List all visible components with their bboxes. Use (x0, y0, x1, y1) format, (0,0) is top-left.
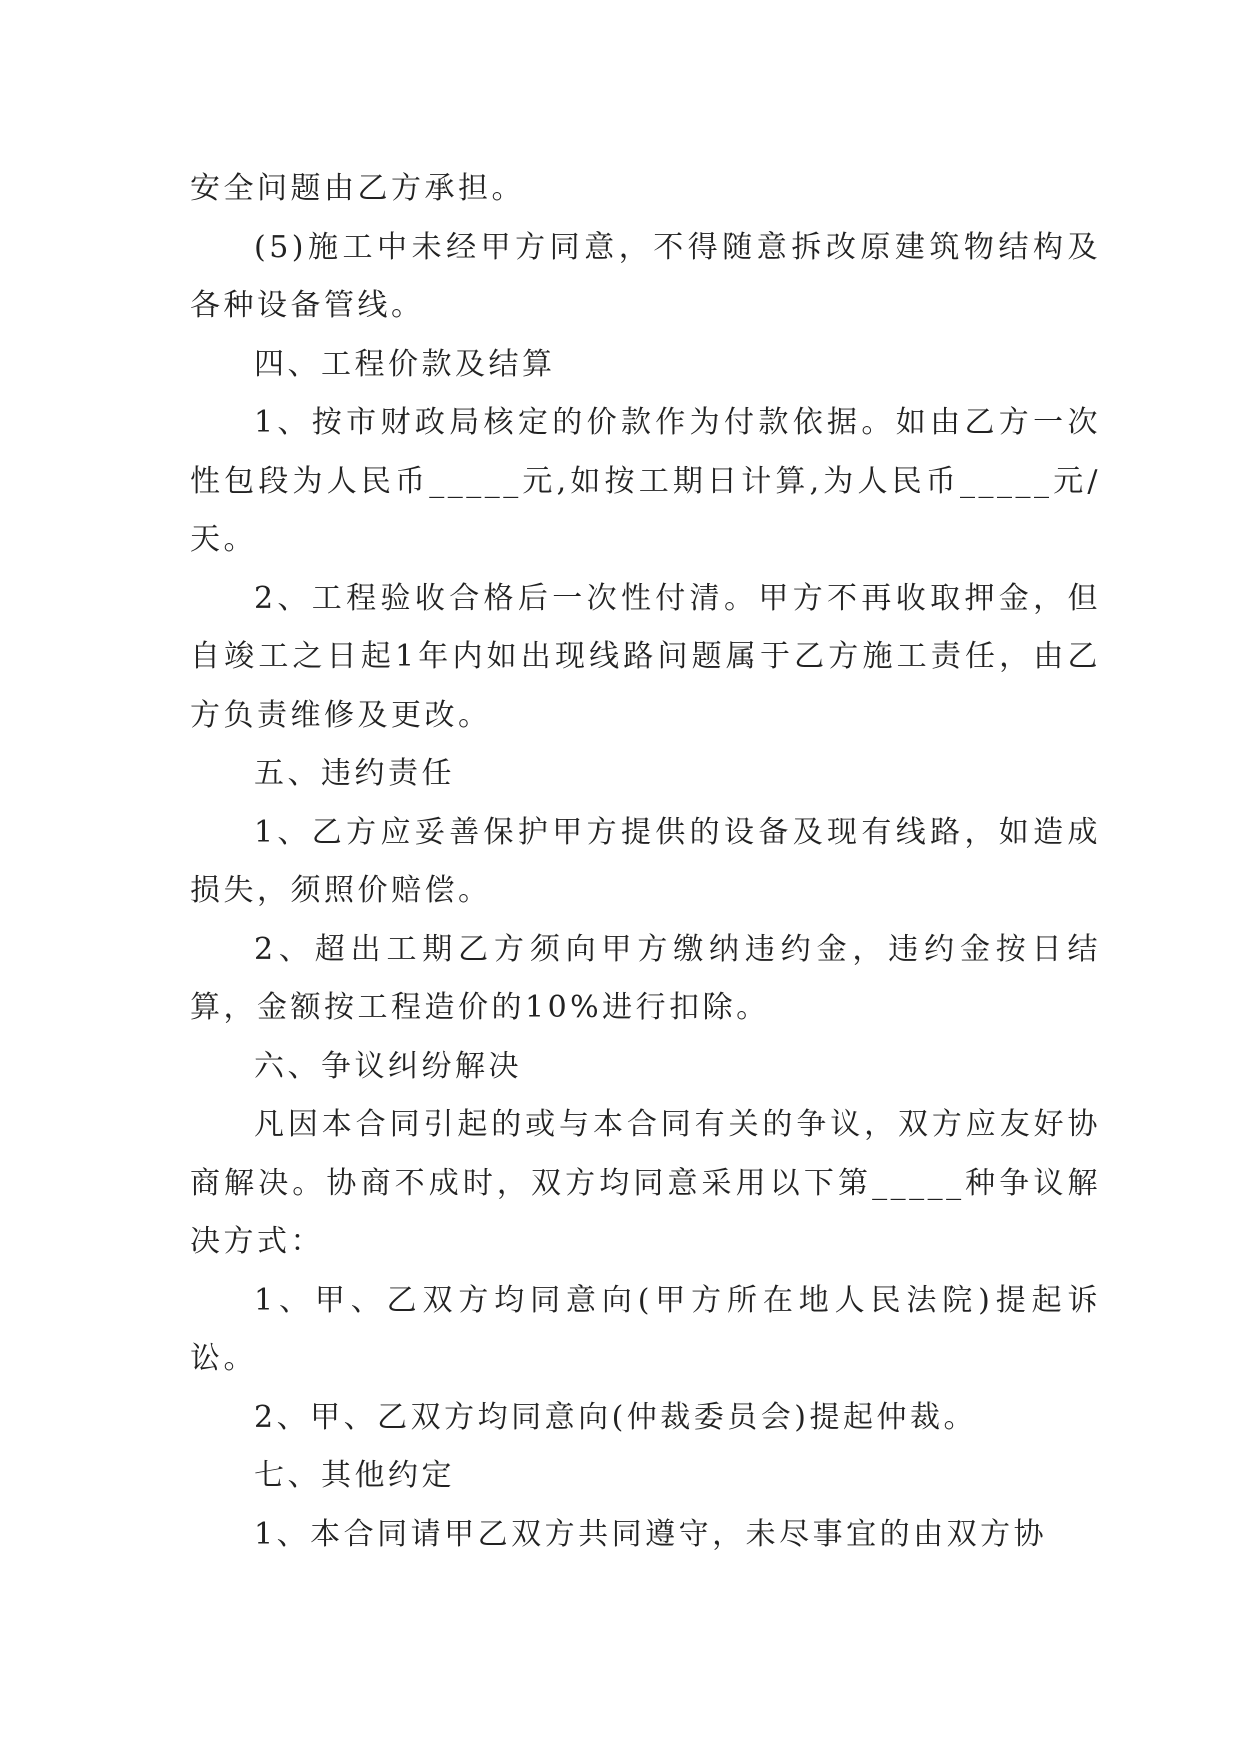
paragraph-breach-2: 2、超出工期乙方须向甲方缴纳违约金，违约金按日结算，金额按工程造价的10%进行扣除。 (190, 931, 1101, 1025)
paragraph-dispute-2: 2、甲、乙双方均同意向(仲裁委员会)提起仲裁。 (254, 1399, 977, 1435)
paragraph-other-1: 1、本合同请甲乙双方共同遵守，未尽事宜的由双方协 (254, 1516, 1048, 1552)
paragraph-clause-5: (5)施工中未经甲方同意，不得随意拆改原建筑物结构及各种设备管线。 (190, 229, 1101, 323)
paragraph-breach-1: 1、乙方应妥善保护甲方提供的设备及现有线路，如造成损失，须照价赔偿。 (190, 814, 1101, 908)
section-heading-7: 七、其他约定 (254, 1458, 455, 1493)
paragraph-payment-1: 1、按市财政局核定的价款作为付款依据。如由乙方一次性包段为人民币_____元,如按工期日计算,为人民币_____元/天。 (190, 405, 1101, 557)
section-heading-4: 四、工程价款及结算 (254, 346, 556, 382)
paragraph-continuation: 安全问题由乙方承担。 (190, 171, 525, 206)
paragraph-dispute-1: 1、甲、乙双方均同意向(甲方所在地人民法院)提起诉讼。 (190, 1282, 1101, 1376)
section-heading-5: 五、违约责任 (254, 756, 455, 791)
paragraph-dispute-intro: 凡因本合同引起的或与本合同有关的争议，双方应友好协商解决。协商不成时，双方均同意采用以下第_____种争议解决方式： (190, 1107, 1101, 1259)
section-heading-6: 六、争议纠纷解决 (254, 1048, 522, 1084)
paragraph-payment-2: 2、工程验收合格后一次性付清。甲方不再收取押金，但自竣工之日起1年内如出现线路问题属于乙方施工责任，由乙方负责维修及更改。 (190, 580, 1101, 733)
